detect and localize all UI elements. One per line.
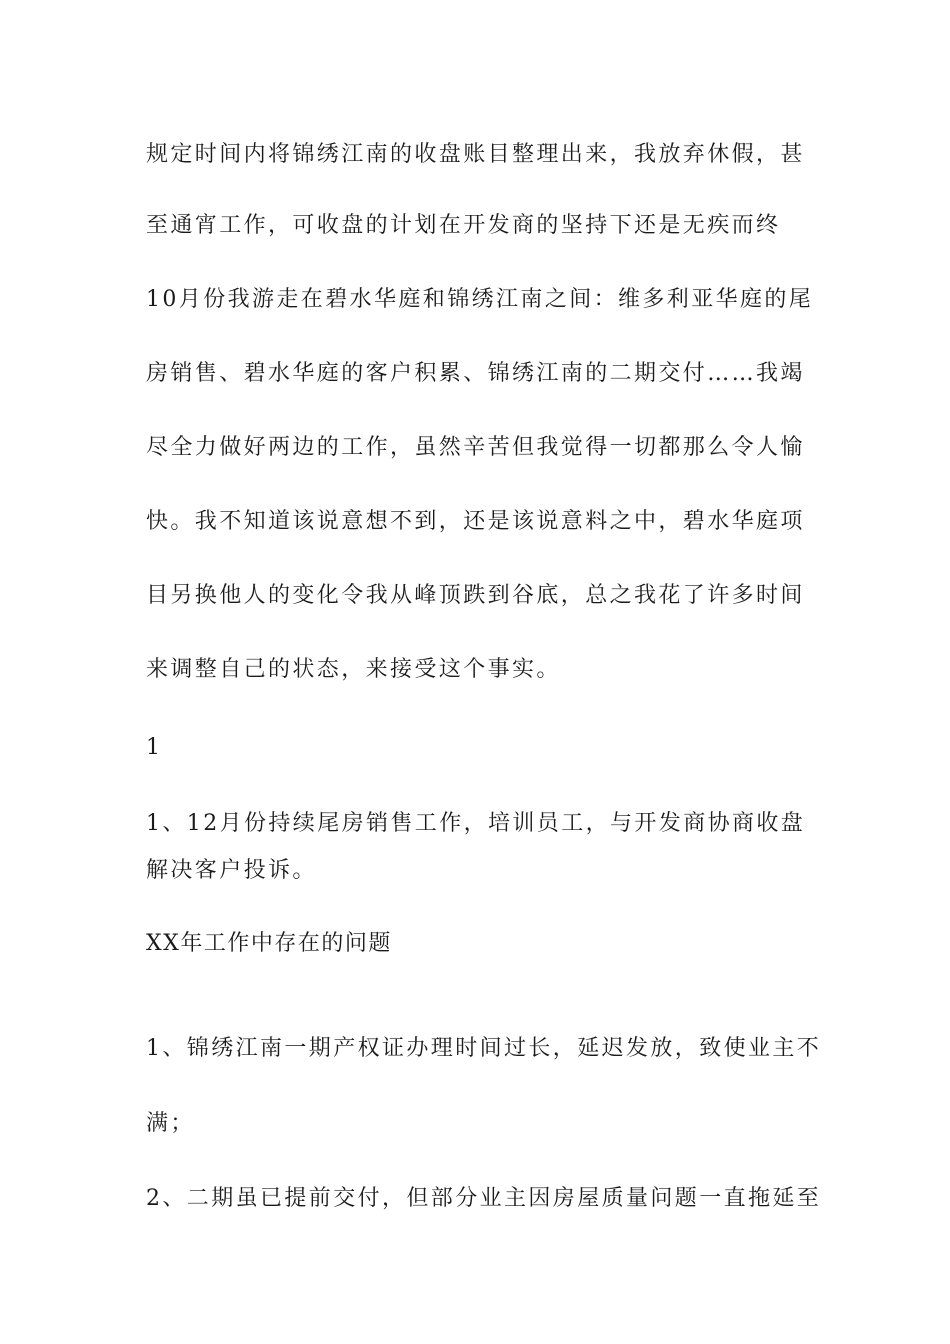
text-line-7: 目另换他人的变化令我从峰顶跌到谷底，总之我花了许多时间 [146,583,805,608]
text-line-14: 满； [146,1111,195,1136]
text-line-13: 1、锦绣江南一期产权证办理时间过长，延迟发放，致使业主不 [146,1036,822,1061]
text-line-2: 至通宵工作，可收盘的计划在开发商的坚持下还是无疾而终 [146,213,781,238]
text-line-1: 规定时间内将锦绣江南的收盘账目整理出来，我放弃休假，甚 [146,142,805,167]
text-line-5: 尽全力做好两边的工作，虽然辛苦但我觉得一切都那么令人愉 [146,435,805,460]
text-line-6: 快。我不知道该说意想不到，还是该说意料之中，碧水华庭项 [146,509,805,534]
text-line-10: 1、12月份持续尾房销售工作，培训员工，与开发商协商收盘 [146,811,806,836]
text-line-8: 来调整自己的状态，来接受这个事实。 [146,657,561,682]
text-line-11: 解决客户投诉。 [146,858,317,883]
text-line-4: 房销售、碧水华庭的客户积累、锦绣江南的二期交付……我竭 [146,361,805,386]
section-heading: XX年工作中存在的问题 [146,931,392,956]
text-line-3: 10月份我游走在碧水华庭和锦绣江南之间：维多利亚华庭的尾 [146,287,814,312]
text-line-9: 1 [146,735,162,760]
text-line-15: 2、二期虽已提前交付，但部分业主因房屋质量问题一直拖延至 [146,1186,822,1211]
